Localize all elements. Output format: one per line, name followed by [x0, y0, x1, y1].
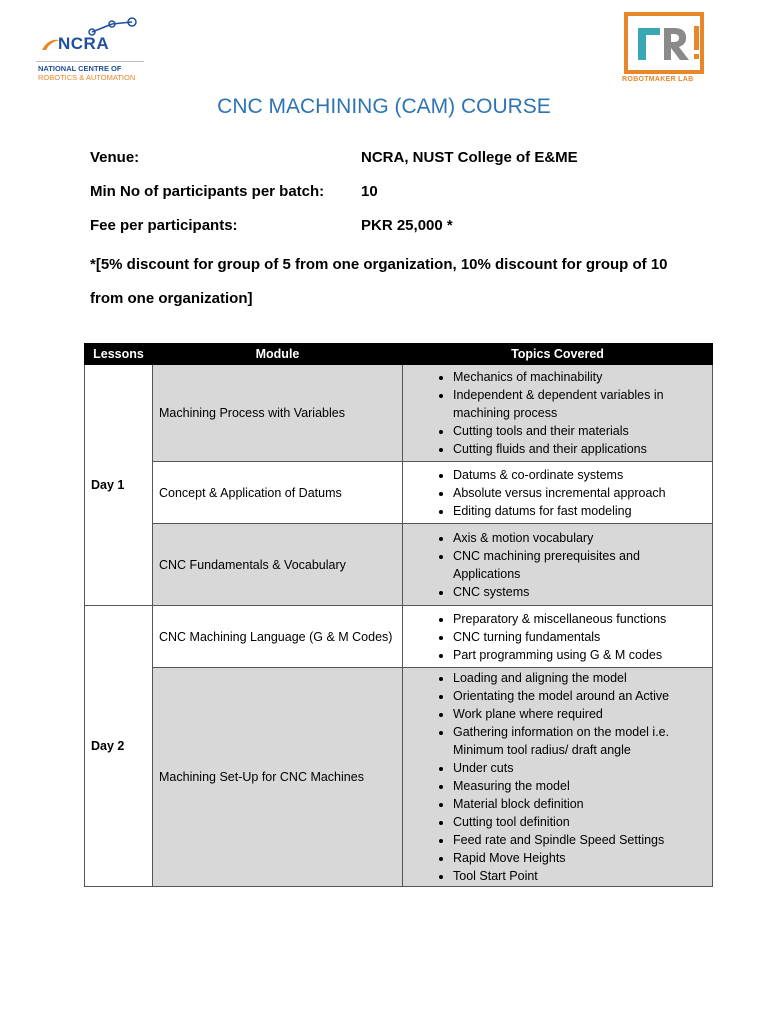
topic-item: • Under cuts — [453, 759, 706, 777]
module-cell: CNC Fundamentals & Vocabulary — [153, 524, 403, 606]
header-lessons: Lessons — [85, 344, 153, 365]
topic-item: • CNC machining prerequisites and Applications — [453, 547, 706, 583]
topic-item: • Cutting tools and their materials — [453, 422, 706, 440]
topic-item: • CNC systems — [453, 583, 706, 601]
module-cell: CNC Machining Language (G & M Codes) — [153, 606, 403, 668]
venue-label: Venue: — [90, 149, 140, 166]
module-cell: Machining Set-Up for CNC Machines — [153, 668, 403, 887]
topic-item: • Rapid Move Heights — [453, 849, 706, 867]
rml-wordmark: ROBOTMAKER LAB — [622, 76, 694, 83]
table-row — [85, 524, 713, 606]
topics-cell — [403, 524, 713, 606]
venue-value: NCRA, NUST College of E&ME — [361, 149, 578, 166]
topic-item: • Work plane where required — [453, 705, 706, 723]
module-cell: Machining Process with Variables — [153, 365, 403, 462]
topic-item: • Mechanics of machinability — [453, 368, 706, 386]
fee-label: Fee per participants: — [90, 217, 238, 234]
day-cell: Day 1 — [85, 365, 153, 606]
header-topics: Topics Covered — [403, 344, 713, 365]
topics-cell — [403, 462, 713, 524]
course-table — [84, 343, 713, 887]
min-participants-value: 10 — [361, 183, 378, 200]
topic-item: • Cutting tool definition — [453, 813, 706, 831]
discount-note: *[5% discount for group of 5 from one organization, 10% discount for group of 10 from one organization] — [90, 256, 668, 307]
topic-item: • Datums & co-ordinate systems — [453, 466, 706, 484]
day-cell: Day 2 — [85, 606, 153, 887]
topic-item: • Material block definition — [453, 795, 706, 813]
topic-item: • Part programming using G & M codes — [453, 646, 706, 664]
header-module: Module — [153, 344, 403, 365]
topic-item: • Preparatory & miscellaneous functions — [453, 610, 706, 628]
topic-item: • Loading and aligning the model — [453, 669, 706, 687]
topic-item: • Cutting fluids and their applications — [453, 440, 706, 458]
topic-item: • Feed rate and Spindle Speed Settings — [453, 831, 706, 849]
topic-item: • Gathering information on the model i.e. Minimum tool radius/ draft angle — [453, 723, 706, 759]
topic-item: • Independent & dependent variables in machining process — [453, 386, 706, 422]
ncra-logo — [36, 14, 146, 86]
table-row — [85, 668, 713, 887]
ncra-subtitle-line1: NATIONAL CENTRE OF — [38, 64, 122, 73]
topics-cell — [403, 668, 713, 887]
topic-item: • Editing datums for fast modeling — [453, 502, 706, 520]
page-title: CNC MACHINING (CAM) COURSE — [217, 95, 551, 118]
robotmaker-lab-logo — [622, 12, 708, 88]
topic-item: • Absolute versus incremental approach — [453, 484, 706, 502]
table-header-row — [85, 344, 713, 365]
logo-divider — [36, 61, 144, 62]
table-row — [85, 365, 713, 462]
ncra-wordmark: NCRA — [58, 34, 110, 53]
table-row — [85, 462, 713, 524]
topics-cell — [403, 365, 713, 462]
topic-item: • Measuring the model — [453, 777, 706, 795]
fee-value: PKR 25,000 * — [361, 217, 453, 234]
min-participants-label: Min No of participants per batch: — [90, 183, 325, 200]
topic-item: • CNC turning fundamentals — [453, 628, 706, 646]
ncra-subtitle-line2: ROBOTICS & AUTOMATION — [38, 73, 136, 82]
rml-mark-icon — [624, 12, 708, 74]
topic-item: • Orientating the model around an Active — [453, 687, 706, 705]
topic-item: • Axis & motion vocabulary — [453, 529, 706, 547]
table-row — [85, 606, 713, 668]
module-cell: Concept & Application of Datums — [153, 462, 403, 524]
topics-cell — [403, 606, 713, 668]
topic-item: • Tool Start Point — [453, 867, 706, 885]
